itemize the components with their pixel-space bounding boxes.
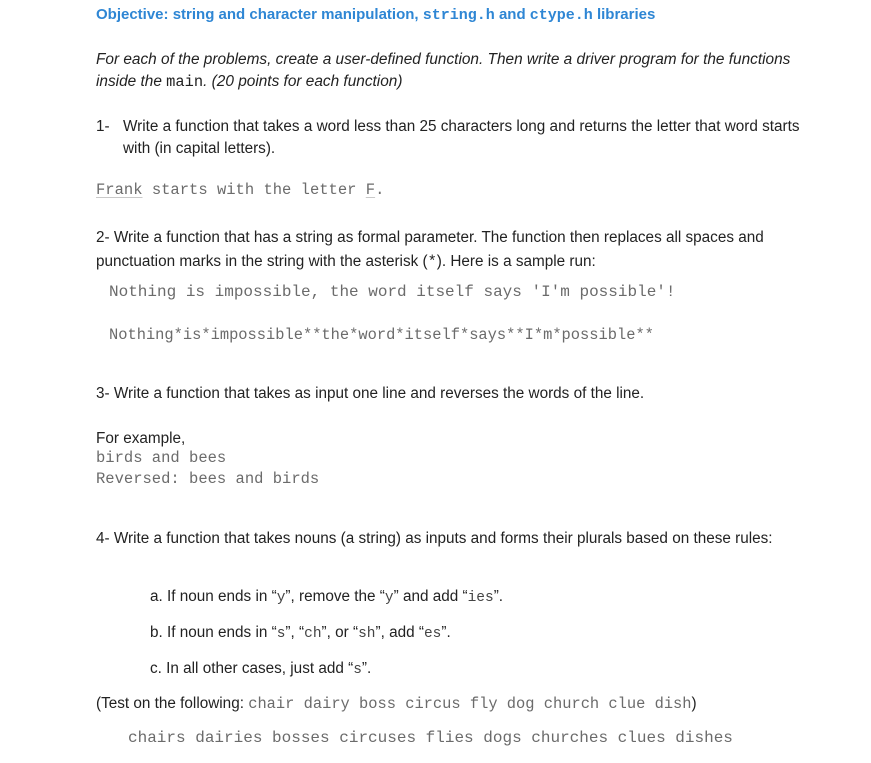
problem-4: 4- Write a function that takes nouns (a string) as inputs and forms their plurals based on these rules: (96, 530, 773, 547)
problem-1-text: Write a function that takes a word less than 25 characters long and returns the letter that word starts with (in capital letters). (123, 118, 800, 157)
rule-b: b. If noun ends in “s”, “ch”, or “sh”, add “es”. (150, 624, 451, 642)
problem-3-example-output: Reversed: bees and birds (96, 470, 320, 488)
problem-1-example: Frank starts with the letter F. (96, 181, 385, 199)
problem-2: 2- Write a function that has a string as formal parameter. The function then replaces all spaces and punctuation marks in the string with the asterisk (*). Here is a sample run: (96, 229, 764, 271)
problem-1-number: 1- (96, 118, 110, 135)
rule-c: c. In all other cases, just add “s”. (150, 660, 372, 678)
test-words: chair dairy boss circus fly dog church clue dish (248, 695, 692, 713)
problem-2-sample-output: Nothing*is*impossible**the*word*itself*says**I*m*possible** (109, 326, 654, 344)
problem-3-example-input: birds and bees (96, 449, 227, 467)
problem-1 (96, 116, 808, 160)
problem-2-sample-input: Nothing is impossible, the word itself says 'I'm possible'! (109, 283, 676, 301)
test-words-line: (Test on the following: chair dairy boss circus fly dog church clue dish) (96, 695, 697, 713)
problem-3-example-label: For example, (96, 430, 186, 447)
problem-3: 3- Write a function that takes as input one line and reverses the words of the line. (96, 385, 645, 402)
page-title: Objective: string and character manipulation, string.h and ctype.h libraries (96, 6, 656, 24)
main-code: main (166, 73, 204, 91)
library-string-h: string.h (422, 7, 495, 24)
rule-a: a. If noun ends in “y”, remove the “y” and add “ies”. (150, 588, 504, 606)
library-ctype-h: ctype.h (529, 7, 593, 24)
plural-answers: chairs dairies bosses circuses flies dogs churches clues dishes (128, 729, 733, 747)
intro-paragraph: For each of the problems, create a user-defined function. Then write a driver program for the functions inside the main. (20 points for each function) (96, 51, 791, 91)
